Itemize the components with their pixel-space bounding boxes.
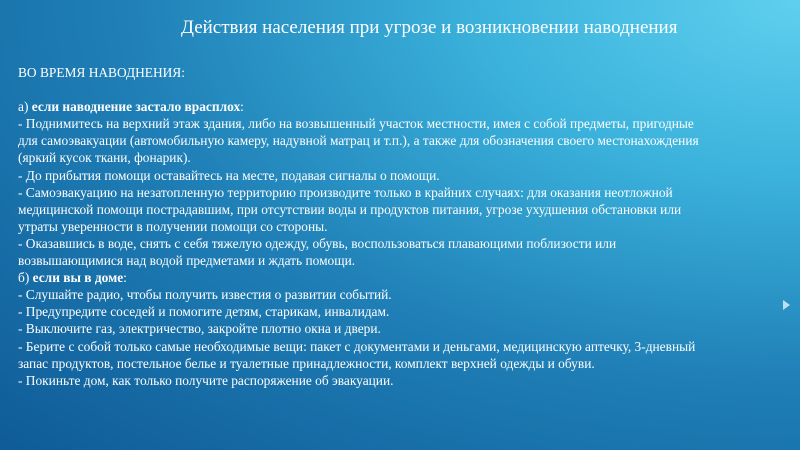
part-a-heading	[18, 98, 790, 115]
section-heading: ВО ВРЕМЯ НАВОДНЕНИЯ:	[18, 65, 185, 80]
part-a-title: если наводнение застало врасплох	[31, 99, 241, 115]
part-a-prefix: а)	[18, 99, 32, 115]
part-b-line: - Выключите газ, электричество, закройте плотно окна и двери.	[18, 321, 381, 337]
slide-content	[18, 64, 790, 389]
part-a-suffix: :	[240, 99, 244, 115]
part-b-line: - Слушайте радио, чтобы получить известия о развитии событий.	[18, 287, 392, 303]
part-a-line: (яркий кусок ткани, фонарик).	[18, 150, 191, 166]
part-b-line: - Берите с собой только самые необходимые вещи: пакет с документами и деньгами, медицинскую аптечку, 3-дневный	[18, 338, 696, 354]
part-b-prefix: б)	[18, 270, 33, 286]
part-a-line: - Самоэвакуацию на незатопленную территорию производите только в крайних случаях: для оказания неотложной	[18, 184, 673, 200]
part-b-heading	[18, 269, 790, 286]
part-a-line: медицинской помощи пострадавшим, при отсутствии воды и продуктов питания, угрозе ухудшения обстановки или	[18, 201, 682, 217]
part-a-line: - Оказавшись в воде, снять с себя тяжелую одежду, обувь, воспользоваться плавающими поблизости или	[18, 235, 617, 251]
part-a-line: - Поднимитесь на верхний этаж здания, либо на возвышенный участок местности, имея с собой предметы, пригодные	[18, 116, 694, 132]
part-a-line: - До прибытия помощи оставайтесь на месте, подавая сигналы о помощи.	[18, 167, 440, 183]
part-b-line: запас продуктов, постельное белье и туалетные принадлежности, комплект верхней одежды и обуви.	[18, 355, 595, 371]
part-a-line: для самоэвакуации (автомобильную камеру, надувной матрац и т.п.), а также для обозначения своего местонахождения	[18, 133, 699, 149]
part-a-line: возвышающимися над водой предметами и ждать помощи.	[18, 253, 356, 269]
part-b-line: - Предупредите соседей и помогите детям, старикам, инвалидам.	[18, 304, 390, 320]
part-a-line: утраты уверенности в получении помощи со стороны.	[18, 218, 328, 234]
part-b-suffix: :	[123, 270, 127, 286]
part-b-line: - Покиньте дом, как только получите распоряжение об эвакуации.	[18, 372, 394, 388]
blank-line	[18, 81, 790, 98]
slide-title: Действия населения при угрозе и возникновении наводнения	[181, 17, 678, 38]
part-b-title: если вы в доме	[32, 270, 124, 286]
next-slide-arrow-icon[interactable]	[783, 300, 790, 310]
